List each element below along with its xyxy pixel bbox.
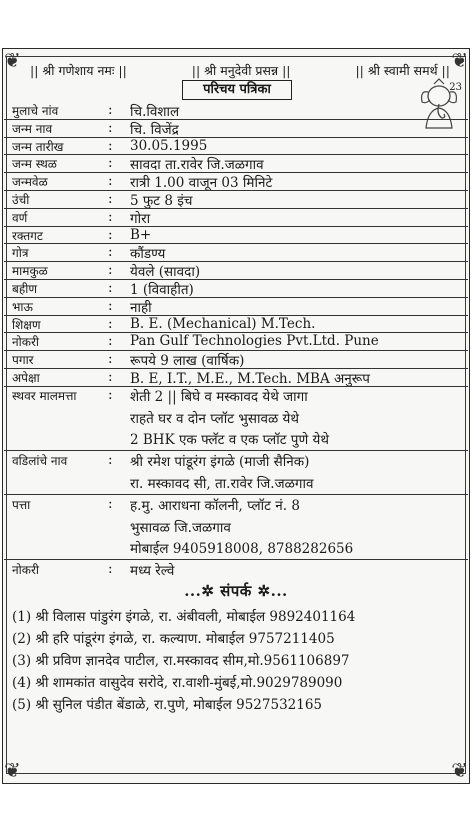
field-value: 30.05.1995 bbox=[130, 137, 208, 154]
row-divider bbox=[4, 494, 468, 495]
field-label: पगार bbox=[12, 353, 34, 368]
field-label: वडिलांचे नाव bbox=[12, 454, 68, 469]
colon: : bbox=[108, 452, 113, 469]
row-divider bbox=[4, 297, 468, 298]
field-value: श्री रमेश पांडूरंग इंगळे (माजी सैनिक) bbox=[130, 454, 310, 471]
colon: : bbox=[108, 208, 113, 225]
field-label: मुलाचे नांव bbox=[12, 104, 59, 118]
field-label: नोकरी bbox=[12, 335, 40, 350]
row-divider bbox=[4, 243, 468, 244]
row-divider bbox=[4, 450, 468, 451]
field-label: स्थवर मालमत्ता bbox=[12, 388, 77, 403]
field-value: शेती 2 || बिघे व मस्कावद येथे जागा bbox=[130, 388, 308, 405]
colon: : bbox=[108, 561, 113, 578]
field-label: उंची bbox=[12, 193, 30, 207]
field-value-line: मोबाईल 9405918008, 8788282656 bbox=[130, 541, 354, 558]
field-value: रूपये 9 लाख (वार्षिक) bbox=[130, 353, 245, 370]
colon: : bbox=[108, 102, 113, 118]
contact-item: (2) श्री हरि पांडूरंग इंगळे, रा. कल्याण. मोबाईल 9757211405 bbox=[12, 631, 335, 647]
colon: : bbox=[108, 280, 113, 296]
contact-item: (3) श्री प्रविण ज्ञानदेव पाटील, रा.मस्कावद सीम,मो.9561106897 bbox=[12, 653, 350, 669]
colon: : bbox=[108, 137, 113, 154]
page-title: परिचय पत्रिका bbox=[182, 80, 292, 100]
field-value: चि. विजेंद्र bbox=[130, 121, 179, 138]
colon: : bbox=[108, 244, 113, 261]
field-label: मामकुळ bbox=[12, 264, 48, 279]
field-value: 5 फुट 8 इंच bbox=[130, 193, 193, 209]
field-value: B. E. (Mechanical) M.Tech. bbox=[130, 315, 316, 332]
field-value-line: रा. मस्कावद सी, ता.रावेर जि.जळगाव bbox=[130, 476, 314, 492]
colon: : bbox=[108, 119, 113, 136]
field-label: जन्म नाव bbox=[12, 121, 53, 136]
invocation-ganesh: || श्री गणेशाय नमः || bbox=[30, 63, 127, 78]
row-divider bbox=[4, 137, 468, 138]
field-label: जन्म स्थळ bbox=[12, 157, 57, 172]
field-value-line: राहते घर व दोन प्लॉट भुसावळ येथे bbox=[130, 410, 299, 427]
field-value: मध्य रेल्वे bbox=[130, 563, 175, 580]
ornament-top-right-icon: ❦ bbox=[451, 48, 468, 72]
colon: : bbox=[108, 351, 113, 368]
row-divider bbox=[4, 119, 468, 120]
field-label: नोकरी bbox=[12, 563, 40, 578]
invocation-header bbox=[30, 62, 450, 79]
ornament-top-left-icon: ❦ bbox=[4, 48, 21, 72]
field-value: येवले (सावदा) bbox=[130, 264, 201, 281]
field-value: कौंडण्य bbox=[130, 246, 166, 263]
colon: : bbox=[108, 315, 113, 332]
field-label: वर्ण bbox=[12, 210, 28, 225]
field-value-line: 2 BHK एक फ्लॅट व एक प्लॉट पुणे येथे bbox=[130, 432, 329, 449]
field-label: अपेक्षा bbox=[12, 371, 40, 385]
colon: : bbox=[108, 173, 113, 190]
colon: : bbox=[108, 155, 113, 172]
field-value: सावदा ता.रावेर जि.जळगाव bbox=[130, 157, 264, 174]
invocation-swami: || श्री स्वामी समर्थ || bbox=[355, 63, 450, 78]
field-label: जन्मवेळ bbox=[12, 175, 48, 190]
ornament-bottom-left-icon: ❦ bbox=[4, 758, 21, 782]
field-value: नाही bbox=[130, 299, 152, 316]
field-label: जन्म तारीख bbox=[12, 139, 64, 154]
field-label: रक्तगट bbox=[12, 228, 43, 243]
field-value: B. E, I.T., M.E., M.Tech. MBA अनुरूप bbox=[130, 371, 370, 387]
field-value: रात्री 1.00 वाजून 03 मिनिटे bbox=[130, 175, 273, 192]
row-divider bbox=[4, 279, 468, 280]
row-divider bbox=[4, 226, 468, 227]
row-divider bbox=[4, 559, 468, 560]
field-value: B+ bbox=[130, 226, 152, 243]
contact-item: (5) श्री सुनिल पंडीत बेंडाळे, रा.पुणे, मोबाईल 9527532165 bbox=[12, 697, 323, 713]
field-label: पत्ता bbox=[12, 497, 31, 512]
contact-section-title: ...✲ संपर्क ✲... bbox=[184, 582, 288, 600]
colon: : bbox=[108, 369, 113, 385]
row-divider bbox=[4, 261, 468, 262]
field-value-line: भुसावळ जि.जळगाव bbox=[130, 519, 231, 536]
field-value: ह.मु. आराधना कॉलनी, प्लॉट नं. 8 bbox=[130, 497, 300, 514]
contact-item: (4) श्री शामकांत वासुदेव सरोदे, रा.वाशी-मुंबई,मो.9029789090 bbox=[12, 675, 343, 691]
colon: : bbox=[108, 297, 113, 314]
row-divider bbox=[4, 208, 468, 209]
colon: : bbox=[108, 226, 113, 243]
colon: : bbox=[108, 495, 113, 512]
field-label: गोत्र bbox=[12, 246, 29, 261]
field-value: Pan Gulf Technologies Pvt.Ltd. Pune bbox=[130, 333, 379, 350]
field-label: बहीण bbox=[12, 282, 38, 296]
contact-item: (1) श्री विलास पांडुरंग इंगळे, रा. अंबीवली, मोबाईल 9892401164 bbox=[12, 609, 356, 625]
colon: : bbox=[108, 386, 113, 403]
field-value: चि.विशाल bbox=[130, 104, 180, 120]
row-divider bbox=[4, 190, 468, 191]
field-label: भाऊ bbox=[12, 299, 33, 314]
colon: : bbox=[108, 191, 113, 207]
page-number: 23 bbox=[449, 82, 462, 93]
ornament-bottom-right-icon: ❦ bbox=[451, 758, 468, 782]
invocation-manudevi: || श्री मनुदेवी प्रसन्न || bbox=[191, 63, 291, 78]
field-value: 1 (विवाहीत) bbox=[130, 282, 194, 298]
field-value: गोरा bbox=[130, 210, 151, 227]
field-label: शिक्षण bbox=[12, 317, 41, 332]
colon: : bbox=[108, 333, 113, 350]
colon: : bbox=[108, 262, 113, 279]
